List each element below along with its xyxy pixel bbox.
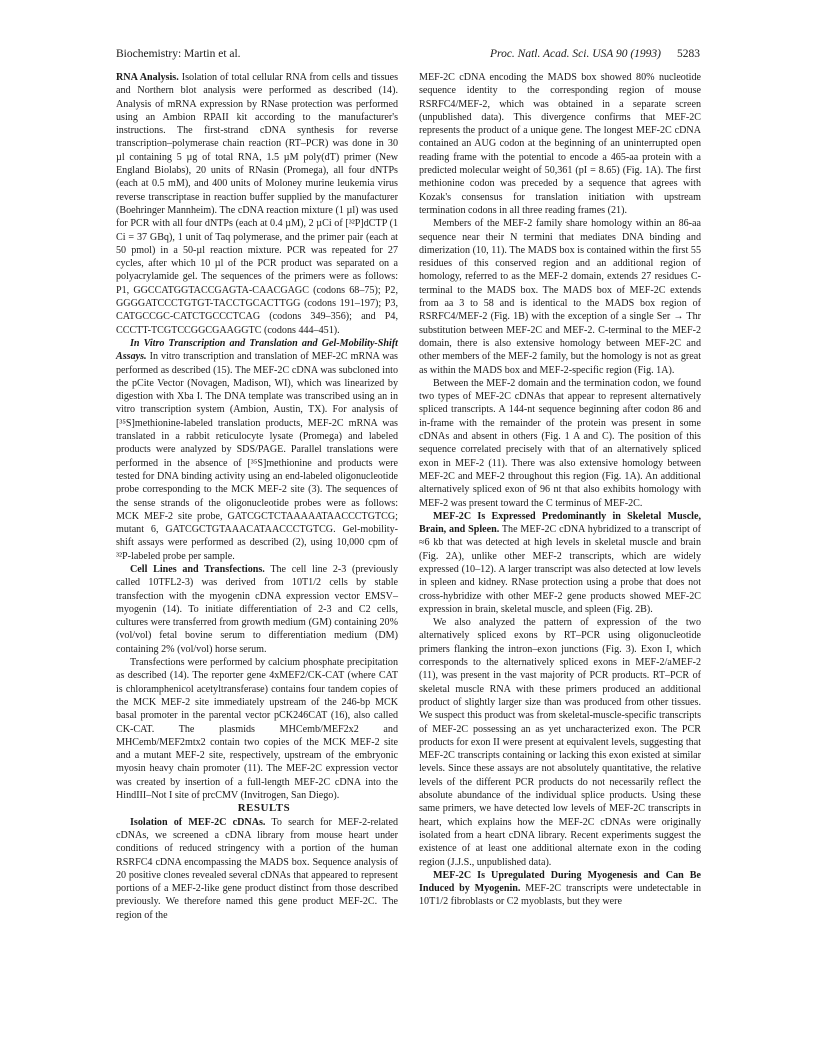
paragraph-expression xyxy=(419,510,701,616)
runin-heading: In Vitro Transcription and Translation and Gel-Mobility-Shift Assays. xyxy=(116,337,398,363)
runin-heading: MEF-2C Is Upregulated During Myogenesis and Can Be Induced by Myogenin. xyxy=(419,869,701,895)
paragraph-alternative-splicing: Between the MEF-2 domain and the termination codon, we found two types of MEF-2C cDNAs that appear to represent alternatively spliced transcripts. A 144-nt sequence beginning after codon 86 and in-frame with the remainder of the protein was present in some cDNAs and absent in others (Fig. 1 A and C). The position of this sequence correlated precisely with that of an alternatively spliced exon in MEF-2 (11). There was also extensive homology between MEF-2C and MEF-2 throughout this region (Fig. 1A). An additional alternatively spliced exon of 96 nt that also exhibits homology with MEF-2 was present toward the C terminus of MEF-2C. xyxy=(419,377,701,509)
paragraph-text: In vitro transcription and translation of MEF-2C mRNA was performed as described (15). The MEF-2C cDNA was subcloned into the pCite Vector (Novagen, Madison, WI), which was linearized by digestion with Xba I. The DNA template was transcribed using an in vitro transcription system (Ambion, Austin, TX). For analysis of [³⁵S]methionine-labeled translation products, MEF-2C mRNA was translated in a rabbit reticulocyte lysate (Promega) and labeled products were analyzed by SDS/PAGE. Parallel translations were performed in the absence of [³⁵S]methionine and products were tested for DNA binding activity using an end-labeled oligonucleotide probe corresponding to the MCK MEF-2 site (3). The sequences of the sense strands of the oligonucleotide probes were as follows: MCK MEF-2 site probe, GATCGCTCTAAAAATAACCCTGTCG; mutant 6, GATCGCTGTAAACATAACCCTGTCG. Gel-mobility-shift assays were performed as described (2), using 10,000 cpm of ³²P-labeled probe per sample. xyxy=(116,351,398,562)
runin-heading: Isolation of MEF-2C cDNAs. xyxy=(130,816,266,828)
paragraph-text: The cell line 2-3 (previously called 10TFL2-3) was derived from 10T1/2 cells by stable transfection with the myogenin cDNA expression vector EMSV–myogenin (14). To initiate differentiation of 2-3 and C2 cells, cultures were transferred from growth medium (GM) containing 20% (vol/vol) fetal bovine serum to differentiation medium (DM) containing 2% (vol/vol) horse serum. xyxy=(116,563,399,655)
paragraph-myogenesis xyxy=(419,869,701,909)
running-header xyxy=(116,46,700,62)
paragraph-mef2-family: Members of the MEF-2 family share homology within an 86-aa sequence near their N termini that mediates DNA binding and dimerization (10, 11). The MADS box is contained within the first 55 residues of this conserved region and an additional region of homology, referred to as the MEF-2 domain, extends 27 residues C-terminal to the MADS box. The MADS box of MEF-2C extends from aa 3 to 58 and is identical to the MADS box region of RSRFC4/MEF-2 (Fig. 1B) with the exception of a single Ser → Thr substitution between MEF-2C and MEF-2. C-terminal to the MEF-2 domain, there is also extensive homology between MEF-2C and other members of the MEF-2 family, but the homology is not as great as within the MADS box and MEF-2-specific region (Fig. 1A). xyxy=(419,218,701,376)
paragraph-rt-pcr: We also analyzed the pattern of expression of the two alternatively spliced exons by RT–PCR using oligonucleotide primers flanking the intron–exon junctions (Fig. 3). Exon I, which corresponds to the alternatively spliced exons in MEF-2/aMEF-2 (11), was present in the vast majority of PCR products. RT–PCR of skeletal muscle RNA with these primers produced an additional product of slightly larger size than was produced from other tissues. We suspect this product was from skeletal-muscle-specific transcripts of MEF-2C possessing an as yet uncharacterized exon. The PCR products for exon II were present at equivalent levels, suggesting that MEF-2C transcripts containing or lacking this exon existed at similar levels. Since these assays are not absolutely quantitative, the relative levels of the different PCR products do not necessarily reflect the absolute abundance of the individual splice products. Using these same primers, we have detected low levels of MEF-2C transcripts in heart, which explains how the MEF-2C cDNAs were originally isolated from a heart cDNA library. Recent experiments suggest the existence of at least one additional alternate exon in the coding region (J.J.S., unpublished data). xyxy=(419,617,701,868)
page-number: 5283 xyxy=(677,48,700,60)
runin-heading: RNA Analysis. xyxy=(116,72,179,83)
results-heading: RESULTS xyxy=(237,802,291,815)
paragraph-rna-analysis xyxy=(116,71,398,337)
runin-heading: Cell Lines and Transfections. xyxy=(130,563,265,575)
paragraph-continued: MEF-2C cDNA encoding the MADS box showed 80% nucleotide sequence identity to the corresponding region of mouse RSRFC4/MEF-2, which was obtained in a separate screen (unpublished data). This divergence confirms that MEF-2C represents the product of a unique gene. The longest MEF-2C cDNA contained an AUG codon at the beginning of an uninterrupted open reading frame with the potential to encode a 465-aa protein with a predicted molecular weight of 50,361 (pI = 8.65) (Fig. 1A). The first methionine codon was preceded by a sequence that agrees with Kozak's consensus for translation initiation with upstream termination codons in all three reading frames (21). xyxy=(419,72,701,216)
right-column xyxy=(419,71,701,909)
paragraph-text: MEF-2C transcripts were undetectable in 10T1/2 fibroblasts or C2 myoblasts, but they were xyxy=(419,883,701,908)
paragraph-text: Isolation of total cellular RNA from cells and tissues and Northern blot analysis were performed as described (14). Analysis of mRNA expression by RNase protection was performed using an Ambion RPAII kit according to the manufacturer's instructions. The first-strand cDNA synthesis for reverse transcription–polymerase chain reaction (RT–PCR) was done in 30 µl containing 5 µg of total RNA, 1.5 µM poly(dT) primer (New England Biolabs), 20 units of RNasin (Promega), all four dNTPs (each at 0.5 mM), and 400 units of Moloney murine leukemia virus reverse transcriptase in reaction buffer supplied by the manufacturer (Boehringer Mannheim). The cDNA reaction mixture (1 µl) was used for PCR with all four dNTPs (each at 0.4 µM), 2 µCi of [³²P]dCTP (1 Ci = 37 GBq), 1 unit of Taq polymerase, and the primer pair (each at 50 pmol) in a 50-µl reaction mixture. PCR was repeated for 27 cycles, after which 10 µl of the PCR product was separated on a polyacrylamide gel. The sequences of the primers were as follows: P1, GGCCATGGTACCGAGTA-CAACGAGC (codons 68–75); P2, GGGGATCCCTGTGT-TACCTGCACTTGG (codons 191–197); P3, CATGCCGC-CATCTGCCCTCAG (codons 349–356); and P4, CCCTT-TCGTCCGGCGAAGGTC (codons 444–451). xyxy=(116,72,398,336)
paragraph-cell-lines xyxy=(116,563,398,656)
header-authors: Biochemistry: Martin et al. xyxy=(116,48,241,60)
left-column xyxy=(116,71,398,922)
paragraph-in-vitro xyxy=(116,337,398,563)
paragraph-isolation xyxy=(116,816,398,922)
paragraph-transfections: Transfections were performed by calcium phosphate precipitation as described (14). The reporter gene 4xMEF2/CK-CAT (where CAT is chloramphenicol acetyltransferase) contains four tandem copies of the MCK MEF-2 site immediately upstream of the 246-bp MCK basal promoter in the parental vector pCK246CAT (16), also called CK-CAT. The plasmids MHCemb/MEF2x2 and MHCemb/MEF2mtx2 contain two copies of the MCK MEF-2 site and a mutant MEF-2 site, respectively, upstream of the embryonic myosin heavy chain promoter (11). The MEF-2C expression vector was created by insertion of a full-length MEF-2C cDNA into the HindIII–Not I site of prcCMV (Invitrogen, San Diego). xyxy=(116,657,398,802)
runin-heading: MEF-2C Is Expressed Predominantly in Skeletal Muscle, Brain, and Spleen. xyxy=(419,510,701,536)
header-journal: Proc. Natl. Acad. Sci. USA 90 (1993) xyxy=(490,48,661,60)
header-journal-block xyxy=(490,46,700,62)
paragraph-text: To search for MEF-2-related cDNAs, we screened a cDNA library from mouse heart under conditions of reduced stringency with a portion of the human RSRFC4 cDNA encompassing the MADS box. Sequence analysis of 20 positive clones revealed several cDNAs that appeared to represent portions of a MEF-2-like gene product distinct from those described previously. We therefore named this gene product MEF-2C. The region of the xyxy=(116,816,398,921)
paragraph-text: The MEF-2C cDNA hybridized to a transcript of ≈6 kb that was detected at high levels in skeletal muscle and brain (Fig. 2A), unlike other MEF-2 transcripts, which are widely expressed (10–12). A larger transcript was also detected at low levels in spleen and kidney. RNase protection using a probe that does not cross-hybridize with other MEF-2 gene products showed MEF-2C expression in brain, skeletal muscle, and spleen (Fig. 2B). xyxy=(419,524,702,615)
